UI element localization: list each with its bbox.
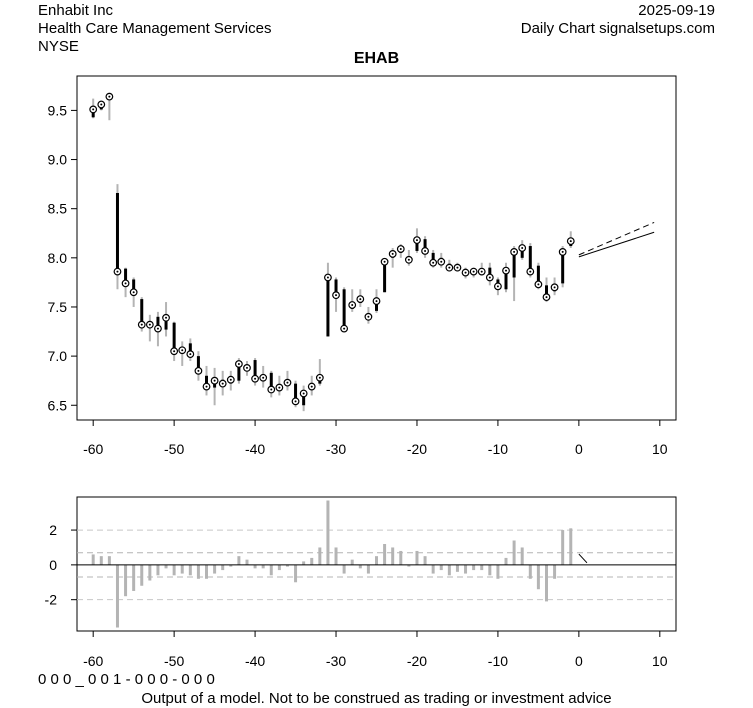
- close-marker-dot: [521, 247, 523, 249]
- close-marker-dot: [473, 271, 475, 273]
- close-marker-dot: [262, 377, 264, 379]
- close-marker-dot: [295, 400, 297, 402]
- close-marker-dot: [270, 389, 272, 391]
- close-marker-dot: [343, 328, 345, 330]
- close-marker-dot: [537, 283, 539, 285]
- close-marker-dot: [416, 239, 418, 241]
- close-marker-dot: [440, 261, 442, 263]
- y-tick-label: 6.5: [47, 397, 67, 414]
- close-marker-dot: [432, 262, 434, 264]
- close-marker-dot: [529, 271, 531, 273]
- industry-label: Health Care Management Services: [38, 20, 272, 37]
- x-tick-label: 0: [574, 441, 583, 457]
- close-marker-dot: [165, 317, 167, 319]
- close-marker-dot: [424, 250, 426, 252]
- indicator-x-tick-label: -50: [164, 653, 185, 669]
- chart-title: EHAB: [353, 50, 400, 67]
- x-tick-label: -10: [487, 441, 509, 457]
- close-marker-dot: [359, 298, 361, 300]
- x-tick-label: -20: [406, 441, 428, 457]
- close-marker-dot: [133, 291, 135, 293]
- close-marker-dot: [189, 353, 191, 355]
- company-name: Enhabit Inc: [38, 2, 114, 19]
- close-marker-dot: [408, 259, 410, 261]
- indicator-x-tick-label: -60: [83, 653, 104, 669]
- close-marker-dot: [384, 261, 386, 263]
- close-marker-dot: [92, 108, 94, 110]
- exchange-label: NYSE: [38, 38, 79, 55]
- close-marker-dot: [254, 378, 256, 380]
- close-marker-dot: [351, 304, 353, 306]
- close-marker-dot: [505, 270, 507, 272]
- x-tick-label: 10: [652, 441, 668, 457]
- y-tick-label: 7.5: [47, 298, 67, 315]
- close-marker-dot: [149, 324, 151, 326]
- x-tick-label: -40: [244, 441, 266, 457]
- forecast-upper-line: [579, 222, 654, 254]
- close-marker-dot: [570, 240, 572, 242]
- model-code: 0 0 0 _ 0 0 1 - 0 0 0 - 0 0 0: [38, 671, 215, 688]
- indicator-y-tick-label: 0: [49, 556, 57, 573]
- close-marker-dot: [125, 282, 127, 284]
- indicator-x-tick-label: -30: [325, 653, 347, 669]
- disclaimer: Output of a model. Not to be construed as trading or investment advice: [141, 690, 612, 707]
- close-marker-dot: [311, 386, 313, 388]
- close-marker-dot: [554, 286, 556, 288]
- y-tick-label: 8.0: [47, 249, 67, 266]
- close-marker-dot: [157, 328, 159, 330]
- price-plot-frame: [77, 76, 676, 420]
- indicator-y-tick-label: -2: [44, 591, 57, 608]
- close-marker-dot: [376, 300, 378, 302]
- close-marker-dot: [513, 251, 515, 253]
- indicator-forecast-line: [579, 554, 587, 563]
- close-marker-dot: [238, 363, 240, 365]
- close-marker-dot: [392, 253, 394, 255]
- close-marker-dot: [230, 379, 232, 381]
- close-marker-dot: [246, 367, 248, 369]
- indicator-y-tick-label: 2: [49, 522, 57, 539]
- indicator-x-tick-label: -40: [244, 653, 266, 669]
- indicator-x-tick-label: -10: [487, 653, 509, 669]
- close-marker-dot: [456, 267, 458, 269]
- indicator-x-tick-label: 0: [574, 653, 583, 669]
- indicator-x-tick-label: -20: [406, 653, 428, 669]
- close-marker-dot: [465, 272, 467, 274]
- close-marker-dot: [222, 383, 224, 385]
- close-marker-dot: [448, 267, 450, 269]
- y-tick-label: 8.5: [47, 200, 67, 217]
- x-tick-label: -30: [325, 441, 347, 457]
- indicator-x-tick-label: 10: [652, 653, 668, 669]
- close-marker-dot: [545, 296, 547, 298]
- close-marker-dot: [335, 294, 337, 296]
- close-marker-dot: [173, 350, 175, 352]
- close-marker-dot: [116, 271, 118, 273]
- close-marker-dot: [319, 377, 321, 379]
- close-marker-dot: [214, 380, 216, 382]
- y-tick-label: 9.5: [47, 102, 67, 119]
- close-marker-dot: [108, 96, 110, 98]
- close-marker-dot: [100, 104, 102, 106]
- chart-source: Daily Chart signalsetups.com: [520, 20, 715, 37]
- close-marker-dot: [562, 251, 564, 253]
- close-marker-dot: [141, 324, 143, 326]
- close-marker-dot: [327, 276, 329, 278]
- close-marker-dot: [206, 386, 208, 388]
- y-tick-label: 7.0: [47, 348, 67, 365]
- close-marker-dot: [497, 285, 499, 287]
- close-marker-dot: [481, 271, 483, 273]
- y-tick-label: 9.0: [47, 151, 67, 168]
- x-tick-label: -60: [83, 441, 104, 457]
- close-marker-dot: [489, 276, 491, 278]
- close-marker-dot: [278, 387, 280, 389]
- close-marker-dot: [400, 248, 402, 250]
- close-marker-dot: [303, 392, 305, 394]
- close-marker-dot: [286, 382, 288, 384]
- x-tick-label: -50: [164, 441, 185, 457]
- close-marker-dot: [367, 316, 369, 318]
- forecast-lower-line: [579, 232, 654, 257]
- close-marker-dot: [197, 370, 199, 372]
- close-marker-dot: [181, 349, 183, 351]
- chart-date: 2025-09-19: [638, 2, 715, 19]
